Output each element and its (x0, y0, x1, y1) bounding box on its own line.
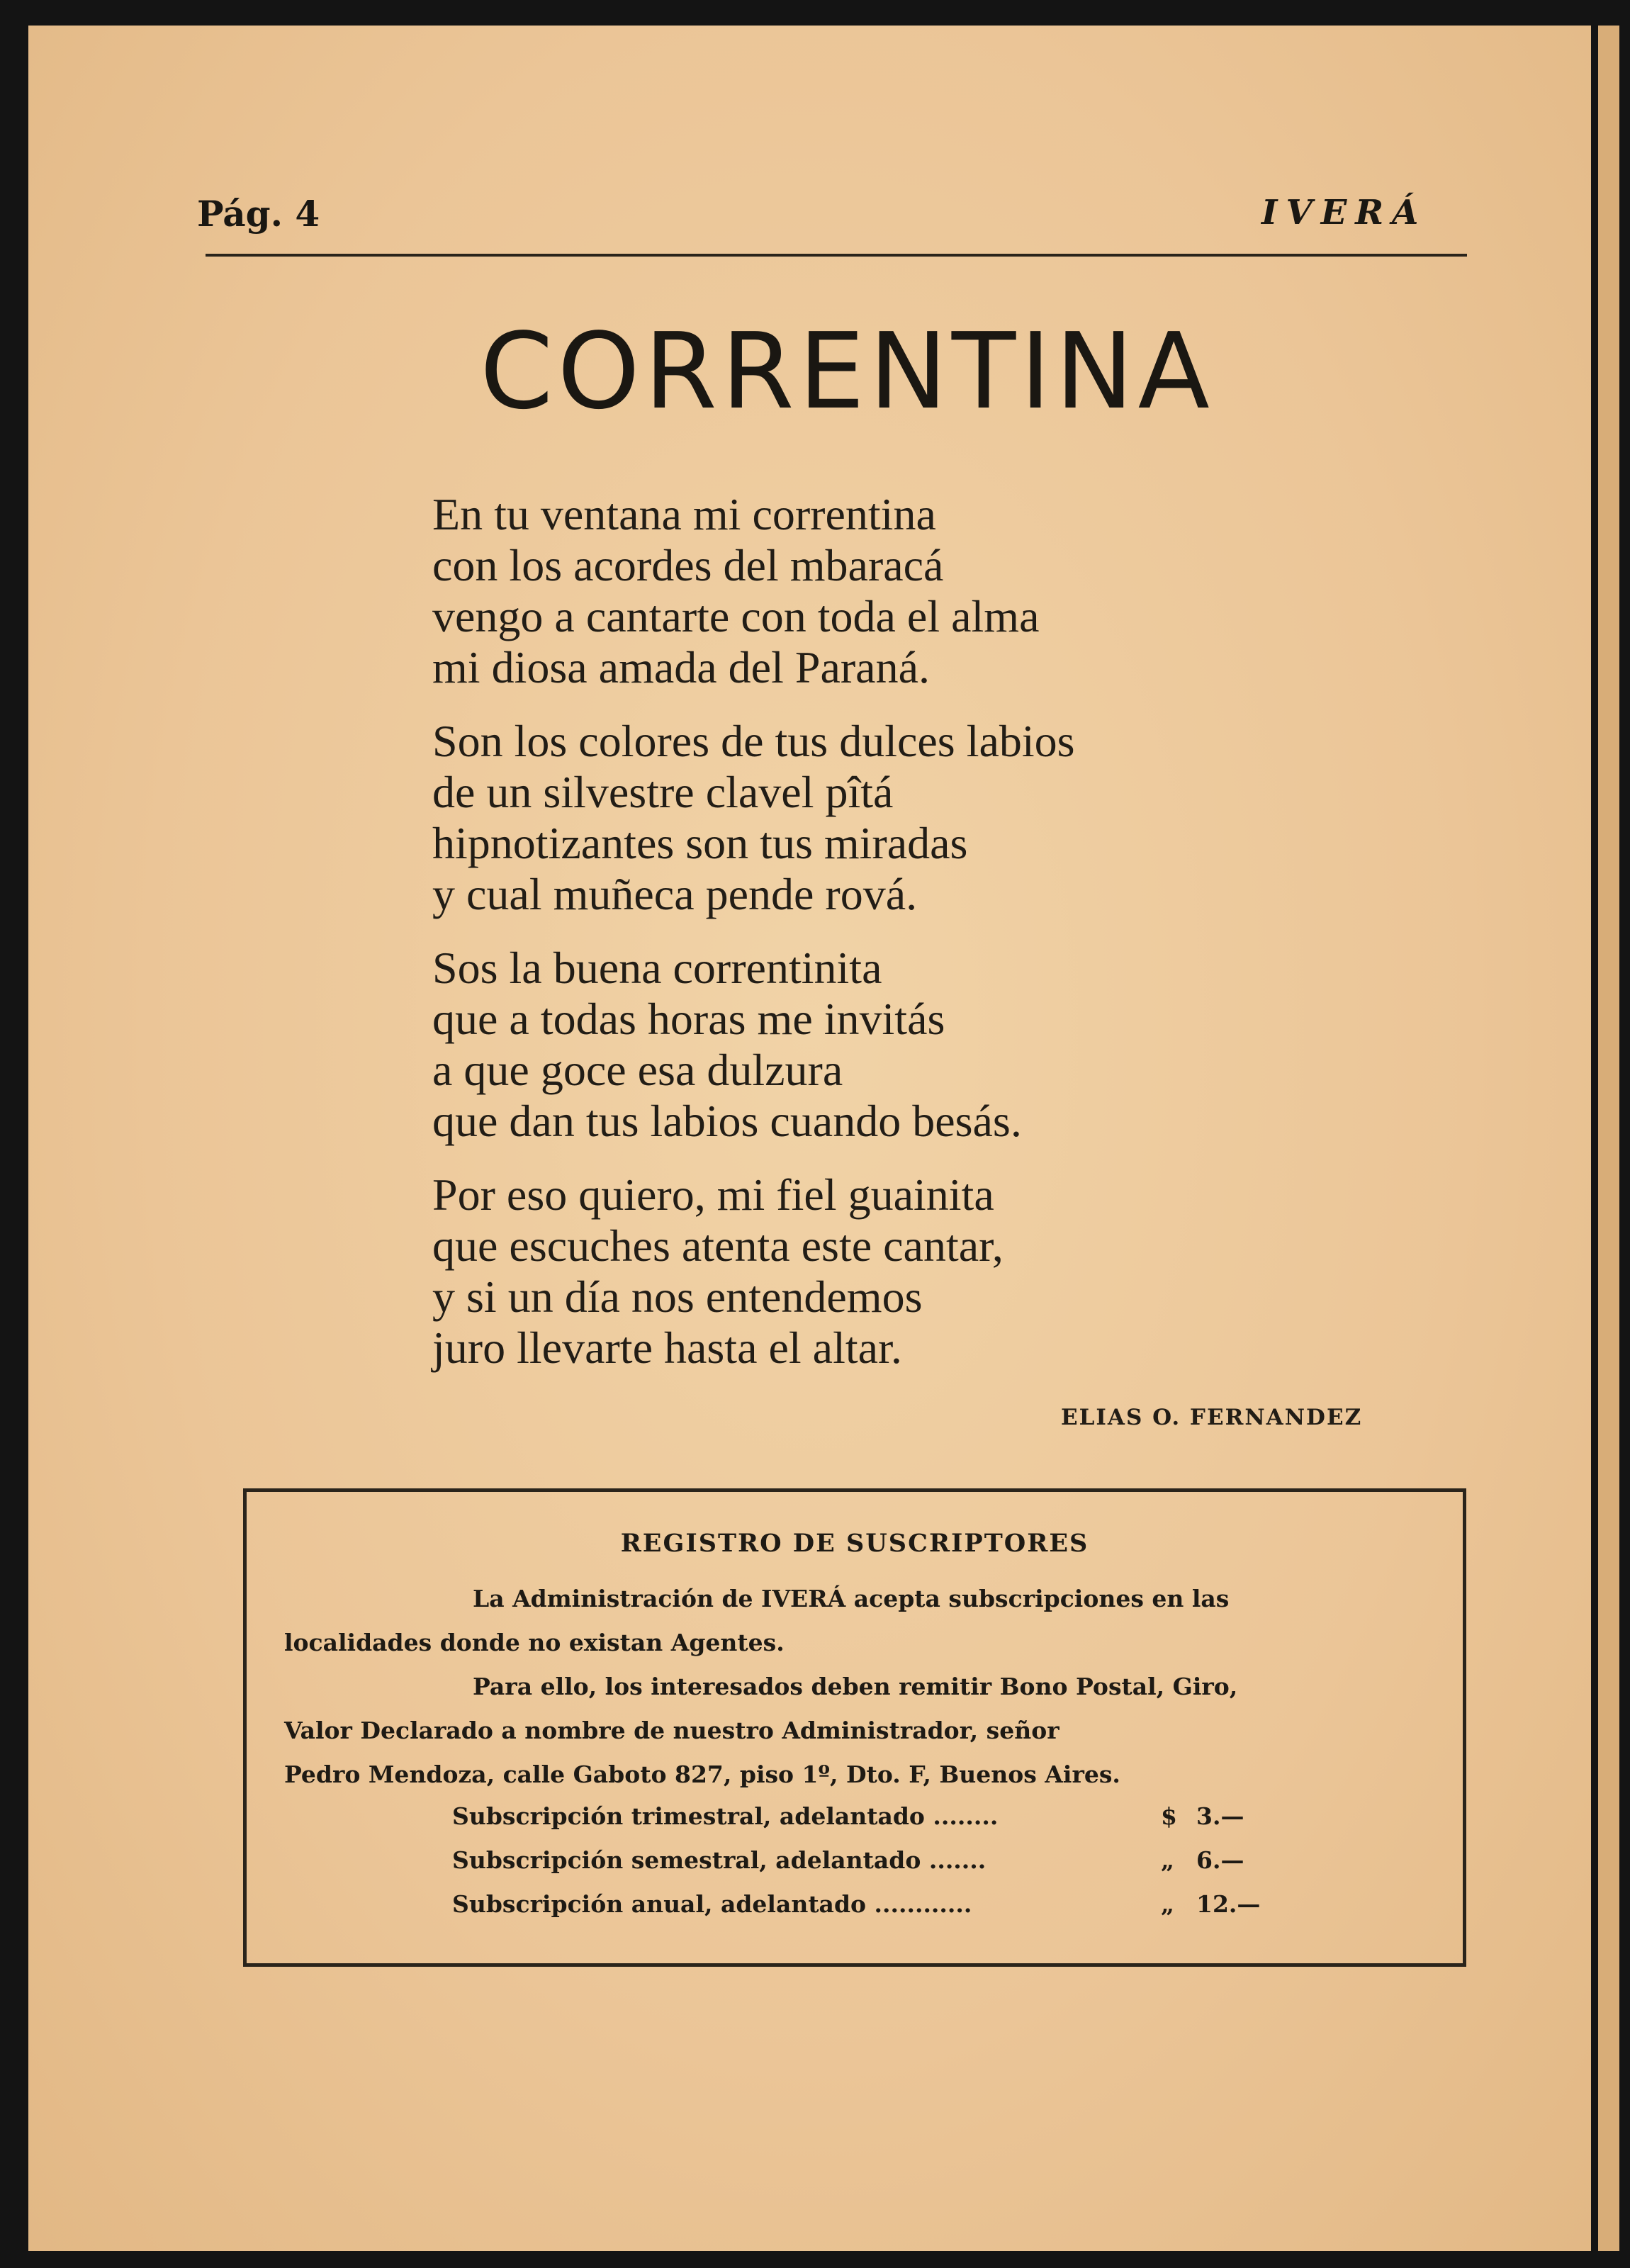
page-edge (1598, 26, 1619, 2251)
poem-line: de un silvestre clavel pîtá (432, 767, 894, 817)
stanza-2 (432, 716, 1495, 920)
poem-line: hipnotizantes son tus miradas (432, 818, 968, 868)
registry-text-line: Pedro Mendoza, calle Gaboto 827, piso 1º, Dto. F, Buenos Aires. (284, 1761, 1120, 1788)
registry-title: REGISTRO DE SUSCRIPTORES (620, 1529, 1089, 1558)
poem-author: ELIAS O. FERNANDEZ (1061, 1405, 1363, 1430)
poem-line: a que goce esa dulzura (432, 1045, 843, 1095)
poem-line: vengo a cantarte con toda el alma (432, 591, 1040, 641)
registry-text-line: localidades donde no existan Agentes. (284, 1629, 785, 1656)
poem-line: mi diosa amada del Paraná. (432, 642, 930, 692)
rate-row-annual (452, 1890, 1373, 1934)
rate-amount: 3.— (1196, 1802, 1244, 1830)
poem-line: y si un día nos entendemos (432, 1271, 923, 1322)
poem-line: En tu ventana mi correntina (432, 489, 936, 539)
registry-text-line: Valor Declarado a nombre de nuestro Administrador, señor (284, 1717, 1060, 1744)
poem-line: y cual muñeca pende rová. (432, 869, 918, 919)
page-number: Pág. 4 (197, 193, 320, 235)
rate-currency: $ (1161, 1802, 1177, 1830)
rate-amount: 6.— (1196, 1846, 1244, 1874)
registry-text-line: Para ello, los interesados deben remitir Bono Postal, Giro, (473, 1673, 1238, 1700)
rate-amount: 12.— (1196, 1890, 1261, 1918)
poem-line: que a todas horas me invitás (432, 994, 945, 1044)
rate-row-quarterly (452, 1802, 1373, 1846)
poem-line: juro llevarte hasta el altar. (432, 1323, 902, 1373)
rate-label: Subscripción trimestral, adelantado ........ (452, 1802, 999, 1830)
poem-line: Por eso quiero, mi fiel guainita (432, 1169, 994, 1220)
subscriber-registry-box (243, 1488, 1466, 1967)
poem-line: con los acordes del mbaracá (432, 540, 944, 590)
publication-name: IVERÁ (1261, 193, 1427, 232)
poem-line: que dan tus labios cuando besás. (432, 1096, 1022, 1146)
registry-text-line: La Administración de IVERÁ acepta subscripciones en las (473, 1585, 1230, 1612)
stanza-3 (432, 943, 1495, 1147)
registry-paragraph-1 (284, 1577, 1441, 1665)
rate-label: Subscripción semestral, adelantado ....... (452, 1846, 987, 1874)
registry-paragraph-2 (284, 1665, 1441, 1797)
rate-currency: „ (1161, 1890, 1174, 1918)
poem-line: Sos la buena correntinita (432, 943, 882, 993)
stanza-4 (432, 1169, 1495, 1374)
header-rule (206, 254, 1467, 257)
poem-body (432, 489, 1495, 1396)
rate-currency: „ (1161, 1846, 1174, 1874)
subscription-rates (452, 1802, 1373, 1934)
stanza-1 (432, 489, 1495, 693)
poem-line: Son los colores de tus dulces labios (432, 716, 1075, 766)
rate-row-semiannual (452, 1846, 1373, 1890)
poem-line: que escuches atenta este cantar, (432, 1220, 1004, 1271)
rate-label: Subscripción anual, adelantado ............ (452, 1890, 972, 1918)
poem-title: CORRENTINA (480, 310, 1214, 432)
